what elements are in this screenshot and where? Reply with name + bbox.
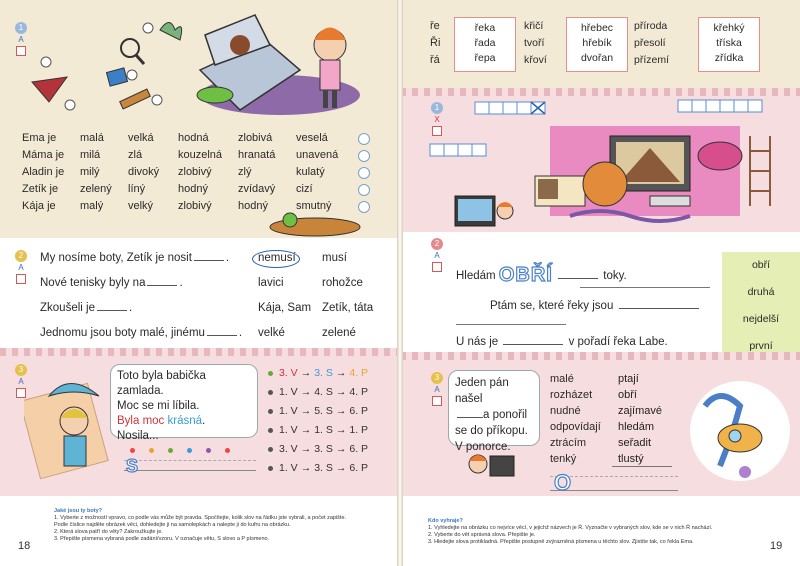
ex2r-marker — [430, 238, 444, 272]
ex2-sentence: My nosíme boty, Zetík je nosit . — [40, 252, 230, 264]
instructions-text — [428, 518, 712, 546]
sentence-text: Ptám se, které řeky jsou — [490, 300, 614, 312]
arrow-icon: → — [335, 367, 347, 379]
book-gutter — [397, 0, 403, 566]
writing-lines[interactable] — [550, 472, 678, 494]
row-subject: Aladin je — [22, 166, 65, 178]
ex2r-options-box — [722, 252, 800, 368]
exercise-letter: A — [18, 377, 24, 386]
bullet-icon — [268, 447, 273, 452]
selected-option-circle — [252, 250, 300, 268]
r-word: řepa — [474, 52, 496, 64]
syllable-label: Ři — [430, 37, 441, 49]
color-dots — [130, 448, 256, 453]
speech-bubble — [448, 370, 540, 453]
write-letter: S — [126, 456, 140, 476]
left-word[interactable]: rozházet — [550, 389, 593, 401]
octopus-submarine-illustration — [685, 376, 795, 486]
option-word[interactable]: obří — [751, 259, 771, 271]
option-word[interactable]: Zetík, táta — [322, 302, 374, 314]
pattern-letter: 4. P — [349, 367, 369, 379]
book-icon — [106, 68, 127, 86]
pattern-letter: 4. P — [349, 386, 369, 398]
arrow-icon: → — [300, 443, 312, 455]
ex3r-section — [400, 360, 800, 496]
exercise-number: 1 — [431, 102, 443, 114]
word-option[interactable]: malý — [80, 200, 104, 212]
writing-lines[interactable] — [124, 448, 256, 482]
sentence-text: U nás je — [456, 336, 499, 348]
answer-line[interactable] — [612, 466, 672, 467]
count-circle[interactable] — [358, 133, 370, 145]
pattern-row[interactable] — [268, 440, 368, 459]
sentence-text: v pořadí řeka Labe. — [568, 336, 668, 348]
instructions-area — [400, 496, 800, 566]
r-word: dvořan — [580, 52, 614, 64]
exercise-letter: X — [434, 115, 440, 124]
right-page — [400, 0, 800, 566]
pattern-letter: 6. P — [349, 405, 369, 417]
r-word: řeka — [474, 22, 496, 34]
bubble-line-wrap — [455, 407, 533, 423]
word-column-box — [566, 17, 628, 72]
pattern-sentence: 3. V — [279, 367, 298, 379]
bubble-line: Nosila... — [117, 430, 159, 442]
instruction-line: 2. Vyberte do vět správná slova. Přepište je. — [428, 532, 536, 538]
pattern-row[interactable] — [268, 383, 368, 402]
word-option[interactable]: milá — [80, 149, 101, 161]
outlined-word: OBŘÍ — [498, 264, 553, 286]
bubble-line: V ponorce. — [455, 441, 511, 453]
sentence-text: Zkoušeli je — [40, 302, 95, 314]
arrow-icon: → — [335, 462, 347, 474]
right-word[interactable]: obří — [618, 389, 637, 401]
arrow-icon: → — [300, 424, 312, 436]
answer-blank[interactable] — [147, 285, 177, 286]
ball-icon — [583, 162, 627, 206]
instruction-line: 1. Vyhledejte na obrázku co nejvíce věcí, v jejichž názvech je Ř. Vyznačte v vybraných slov, kde se v nich Ř nachází. — [428, 525, 713, 531]
word-option[interactable]: hodný — [178, 183, 208, 195]
left-word[interactable]: tenký — [550, 453, 577, 465]
section-divider — [400, 352, 800, 360]
left-word[interactable]: odpovídají — [550, 421, 601, 433]
instruction-line: Podle číslice najděte obrázek věci, dohledejte ji na samolepkách a nalepte ji do kufru na obrázku. — [54, 522, 291, 528]
r-word: přesolí — [634, 37, 666, 49]
pattern-row[interactable] — [268, 459, 368, 478]
ex2-sentence: Nové tenisky byly na . — [40, 277, 183, 289]
telescope-icon — [120, 89, 151, 109]
answer-blank[interactable] — [457, 417, 483, 418]
boy-at-computer-illustration — [460, 446, 520, 496]
ex2-sentence: Zkoušeli je . — [40, 302, 133, 314]
ex3r-marker — [430, 372, 444, 406]
arrow-icon: → — [300, 386, 312, 398]
bubble-line: Moc se mi líbila. — [117, 400, 200, 412]
exercise-number: 1 — [15, 22, 27, 34]
word-option[interactable]: unavená — [296, 149, 339, 161]
r-word: řada — [474, 37, 496, 49]
word-option[interactable]: smutný — [296, 200, 332, 212]
bubble-line: se do příkopu. — [455, 425, 528, 437]
word-column-box — [454, 17, 516, 72]
instructions-area — [0, 496, 400, 566]
instruction-line: 3. Přepište písmena vybraná podle zadání/vzoru. V označuje větu, S slovo a P písmeno. — [54, 536, 270, 542]
count-circle[interactable] — [358, 184, 370, 196]
word-option[interactable]: zlobivý — [178, 200, 212, 212]
word-option[interactable]: veselá — [296, 132, 328, 144]
pattern-word: 4. S — [314, 386, 333, 398]
word-option[interactable]: zlý — [238, 166, 252, 178]
sentence-text: Jednomu jsou boty malé, jinému — [40, 327, 205, 339]
r-word: přízemí — [634, 54, 670, 66]
bullet-icon — [268, 466, 273, 471]
ex2-sentence: Jednomu jsou boty malé, jinému . — [40, 327, 243, 339]
bubble-red-text: Byla moc — [117, 415, 165, 427]
word-option[interactable]: milý — [80, 166, 100, 178]
r-word: hřebec — [580, 22, 614, 34]
ex1-drawing — [0, 0, 400, 128]
option-word[interactable]: rohožce — [322, 277, 363, 289]
exercise-number: 2 — [15, 250, 27, 262]
r-word: křoví — [524, 54, 547, 66]
count-circle[interactable] — [358, 150, 370, 162]
left-word[interactable]: malé — [550, 373, 574, 385]
pattern-letter: 6. P — [349, 443, 369, 455]
row-subject: Kája je — [22, 200, 56, 212]
option-word[interactable]: nemusí — [258, 252, 296, 264]
pattern-sentence: 1. V — [279, 462, 298, 474]
exercise-letter: A — [434, 385, 440, 394]
instructions-heading: Jaké jsou ty boty? — [54, 508, 102, 514]
section-divider — [0, 348, 400, 356]
r-word: příroda — [634, 20, 668, 32]
lizard-icon — [197, 87, 233, 103]
left-word[interactable]: ztrácím — [550, 437, 587, 449]
arrow-icon: → — [300, 405, 312, 417]
pattern-row[interactable] — [268, 421, 368, 440]
ex2-section — [0, 238, 400, 348]
pattern-word: 1. S — [314, 424, 333, 436]
r-word: tříska — [716, 37, 742, 49]
word-option[interactable]: zelený — [80, 183, 112, 195]
pattern-sentence: 3. V — [279, 443, 298, 455]
word-option[interactable]: líný — [128, 183, 146, 195]
answer-line[interactable] — [456, 324, 566, 325]
word-option[interactable]: divoký — [128, 166, 160, 178]
option-word[interactable]: nejdelší — [742, 313, 780, 325]
option-word[interactable]: zelené — [322, 327, 356, 339]
write-letter: O — [554, 470, 573, 495]
sentence-text: My nosíme boty, Zetík je nosit — [40, 252, 192, 264]
exercise-letter: A — [18, 35, 24, 44]
bullet-icon — [268, 409, 273, 414]
r-words-grid — [400, 0, 800, 88]
word-option[interactable]: malá — [80, 132, 104, 144]
word-option[interactable]: zlobivý — [178, 166, 212, 178]
pattern-word: 3. S — [314, 367, 333, 379]
pattern-letter: 1. P — [349, 424, 369, 436]
syllable-label: řá — [430, 54, 440, 66]
r-word: křehký — [713, 22, 745, 34]
answer-blank[interactable] — [503, 344, 563, 345]
option-word[interactable]: Kája, Sam — [258, 302, 312, 314]
right-word[interactable]: ptají — [618, 373, 639, 385]
right-word[interactable]: seřadit — [618, 437, 652, 449]
word-option[interactable]: cizí — [296, 183, 313, 195]
bubble-blue-text: krásná — [167, 415, 203, 427]
ex2r-sentence-1 — [456, 262, 627, 285]
r-word: zřídka — [714, 52, 744, 64]
pattern-row[interactable] — [268, 364, 368, 383]
instruction-line: 3. Hledejte slova protikladná. Přepište postupně zvýrazněná písmena u těchto slov. Zjistíte tak, co řekla Ema. — [428, 539, 694, 545]
bullet-icon — [268, 390, 273, 395]
pattern-sentence: 1. V — [279, 405, 298, 417]
ex3-section — [0, 356, 400, 496]
ex1r-section — [400, 96, 800, 232]
speech-bubble: Toto byla babička zamlada. Moc se mi líbila. Byla moc krásná. Nosila... — [110, 364, 258, 438]
row-subject: Zetík je — [22, 183, 59, 195]
exercise-letter: A — [434, 251, 440, 260]
checkbox[interactable] — [432, 396, 442, 406]
checkbox[interactable] — [16, 274, 26, 284]
answer-blank[interactable] — [194, 260, 224, 261]
word-option[interactable]: kulatý — [296, 166, 325, 178]
arrow-icon: → — [300, 462, 312, 474]
option-word[interactable]: druhá — [747, 286, 775, 298]
ex2r-sentence-2 — [490, 300, 701, 312]
arrow-icon: → — [335, 424, 347, 436]
answer-line[interactable] — [580, 287, 710, 288]
instructions-heading: Kdo vyhraje? — [428, 518, 463, 524]
arrow-icon: → — [335, 405, 347, 417]
exercise-number: 2 — [431, 238, 443, 250]
exercise-number: 3 — [431, 372, 443, 384]
book-icon — [535, 176, 585, 206]
row-subject: Ema je — [22, 132, 57, 144]
bubble-line: Jeden pán našel — [455, 377, 509, 405]
instruction-line: 1. Vyberte z možností vpravo, co podle vás může být pravda. Spočítejte, kolik slov na řádku jste vybrali, a počet zapište. — [54, 515, 347, 521]
pattern-word: 5. S — [314, 405, 333, 417]
bullet-icon — [268, 371, 273, 376]
pattern-row[interactable] — [268, 402, 368, 421]
sentence-text: toky. — [603, 270, 627, 282]
ex1-illustration-area — [0, 0, 400, 128]
pattern-sentence: 1. V — [279, 424, 298, 436]
boy-figure-icon — [497, 202, 513, 219]
row-subject: Máma je — [22, 149, 65, 161]
answer-blank[interactable] — [619, 308, 699, 309]
exercise-number: 3 — [15, 364, 27, 376]
instruction-line: 2. Která slova patří do věty? Zakroužkujte je. — [54, 529, 163, 535]
ex2r-section — [400, 232, 800, 352]
pattern-letter: 6. P — [349, 462, 369, 474]
word-option[interactable]: hodný — [238, 200, 268, 212]
pattern-word: 3. S — [314, 462, 333, 474]
right-word[interactable]: zajímavé — [618, 405, 663, 417]
checkbox[interactable] — [432, 262, 442, 272]
bow-icon — [160, 23, 182, 41]
pattern-word: 3. S — [314, 443, 333, 455]
scarf-icon — [32, 77, 67, 102]
word-option[interactable]: kouzelná — [178, 149, 223, 161]
word-option[interactable]: hranatá — [238, 149, 276, 161]
grandma-portrait-illustration — [24, 376, 114, 486]
answer-blank[interactable] — [207, 335, 237, 336]
pattern-sentence: 1. V — [279, 386, 298, 398]
word-option[interactable]: velká — [128, 132, 154, 144]
instructions-text — [54, 508, 346, 543]
magnifier-icon — [121, 39, 144, 64]
r-word: hřebík — [582, 37, 612, 49]
ex2-marker — [14, 250, 28, 284]
option-word[interactable]: musí — [322, 252, 347, 264]
left-word[interactable]: nudné — [550, 405, 581, 417]
arrow-icon: → — [335, 386, 347, 398]
r-word: tvoří — [524, 37, 545, 49]
page-number: 18 — [18, 540, 31, 552]
answer-blank[interactable] — [558, 278, 598, 279]
computer-icon — [455, 196, 495, 226]
pattern-list — [268, 364, 368, 478]
count-circle[interactable] — [358, 167, 370, 179]
option-word[interactable]: první — [749, 340, 773, 352]
bullet-icon — [268, 428, 273, 433]
word-option[interactable]: zlá — [128, 149, 143, 161]
word-column-box — [698, 17, 760, 72]
word-option[interactable]: zlobivá — [238, 132, 273, 144]
pillow-icon — [698, 142, 742, 170]
sentence-text: Hledám — [456, 270, 496, 282]
r-word: křičí — [524, 20, 544, 32]
bubble-line: a ponořil — [483, 409, 528, 421]
arrow-icon: → — [335, 443, 347, 455]
section-divider — [400, 88, 800, 96]
sentence-text: Nové tenisky byly na — [40, 277, 146, 289]
arrow-icon: → — [300, 367, 312, 379]
room-illustration — [400, 96, 800, 232]
bubble-line: Toto byla babička zamlada. — [117, 370, 206, 397]
ladder-icon — [750, 136, 770, 206]
syllable-label: ře — [430, 20, 440, 32]
option-word[interactable]: lavici — [258, 277, 284, 289]
ex2r-sentence-3 — [456, 336, 668, 348]
word-option[interactable]: hodná — [178, 132, 209, 144]
page-number: 19 — [770, 540, 783, 552]
exercise-letter: A — [18, 263, 24, 272]
option-word[interactable]: velké — [258, 327, 285, 339]
right-word[interactable]: hledám — [618, 421, 655, 433]
answer-blank[interactable] — [97, 310, 127, 311]
word-option[interactable]: zvídavý — [238, 183, 276, 195]
keyboard-icon — [650, 196, 690, 206]
right-word[interactable]: tlustý — [618, 453, 644, 465]
word-option[interactable]: velký — [128, 200, 154, 212]
